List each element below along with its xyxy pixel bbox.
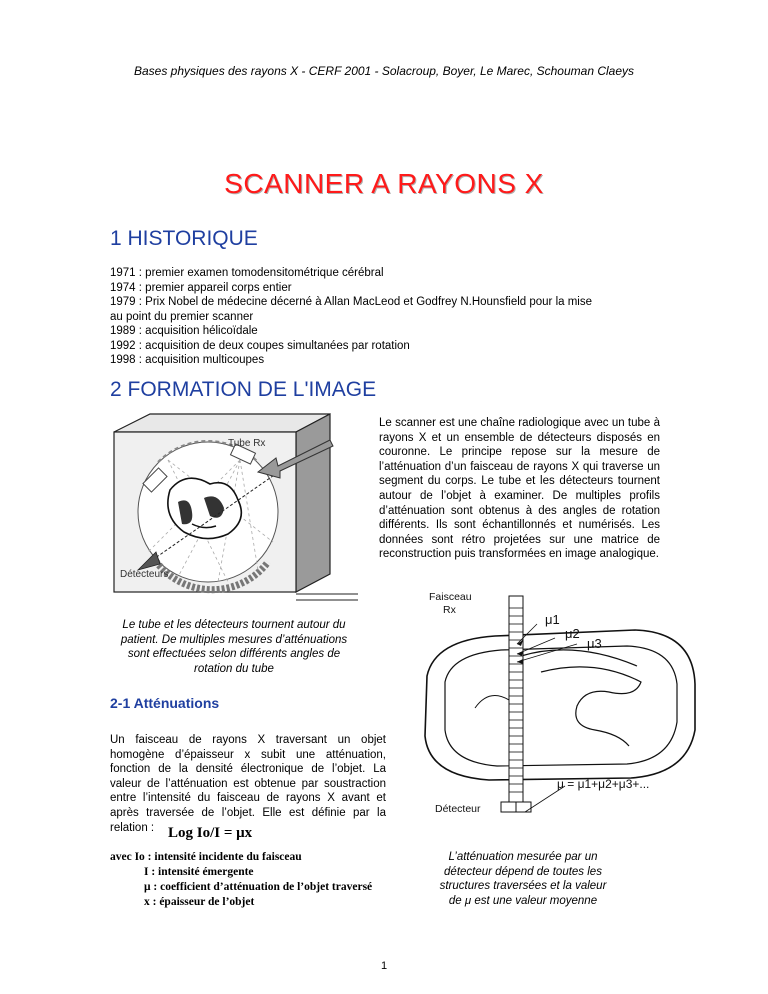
beam-label-line1: Faisceau bbox=[429, 591, 472, 603]
page-number: 1 bbox=[380, 960, 388, 972]
tube-rx-label: Tube Rx bbox=[228, 438, 266, 449]
figure-2-caption-line: L’atténuation mesurée par un bbox=[448, 851, 598, 863]
legend-row: I : intensité émergente bbox=[144, 866, 254, 878]
running-header: Bases physiques des rayons X - CERF 2001 - Solacroup, Boyer, Le Marec, Schouman Claeys bbox=[133, 64, 635, 78]
history-item: 1979 : Prix Nobel de médecine décerné à Allan MacLeod et Godfrey N.Hounsfield pour la mise bbox=[110, 296, 592, 308]
formation-paragraph: Le scanner est une chaîne radiologique avec un tube à rayons X et un ensemble de détecteurs disposés en couronne. Le principe repose sur la mesure de l’atténuation d’un faisceau de rayons X qui traverse un segment du corps. Le tube et les détecteurs tournent autour de l’objet à examiner. De multiples profils d’atténuation sont obtenus à des angles de rotation différents. Ils sont échantillonnés et numérisés. Les données sont rétro projetées sur une matrice de reconstruction puis transformées en image analogique. bbox=[379, 417, 660, 561]
mu3-label: μ3 bbox=[587, 636, 602, 651]
history-item: 1992 : acquisition de deux coupes simultanées par rotation bbox=[110, 339, 410, 352]
document-title: SCANNER A RAYONS X bbox=[224, 168, 544, 199]
history-item: 1971 : premier examen tomodensitométrique cérébral bbox=[110, 267, 384, 279]
figure-1-caption: Le tube et les détecteurs tournent autour du patient. De multiples mesures d’atténuations sont effectuées selon différents angles de rotation du tube bbox=[120, 619, 348, 675]
figure-2-caption-line: structures traversées et la valeur bbox=[439, 880, 607, 892]
mu-sum-label: μ = μ1+μ2+μ3+... bbox=[557, 777, 650, 791]
history-item: 1974 : premier appareil corps entier bbox=[110, 281, 292, 294]
mu1-label: μ1 bbox=[545, 612, 560, 627]
detector-label: Détecteur bbox=[435, 803, 481, 815]
attenuation-paragraph: Un faisceau de rayons X traversant un objet homogène d’épaisseur x subit une atténuation, fonction de la densité électronique de l’objet. La valeur de l’atténuation est obtenue par soustraction entre l’intensité du faisceau de rayons X avant et après traversée de l’objet. Elle est définie par la relation : bbox=[110, 734, 386, 834]
figure-2-caption-line: de μ est une valeur moyenne bbox=[448, 894, 598, 907]
history-item: 1998 : acquisition multicoupes bbox=[110, 354, 265, 366]
subsection-heading: 2-1 Atténuations bbox=[110, 695, 220, 711]
formula-legend bbox=[110, 850, 372, 910]
history-list bbox=[110, 266, 670, 368]
legend-row: avec Io : intensité incidente du faisceau bbox=[110, 851, 302, 863]
detectors-label: Détecteurs bbox=[120, 569, 169, 580]
history-item: 1989 : acquisition hélicoïdale bbox=[110, 325, 258, 337]
legend-row: x : épaisseur de l’objet bbox=[144, 896, 255, 908]
history-item: au point du premier scanner bbox=[110, 310, 254, 323]
beam-label-line2: Rx bbox=[443, 604, 456, 616]
legend-row: μ : coefficient d’atténuation de l’objet traversé bbox=[144, 881, 373, 893]
attenuation-figure bbox=[405, 588, 705, 820]
figure-2-caption bbox=[412, 850, 634, 908]
attenuation-formula: Log Io/I = μx bbox=[168, 825, 253, 841]
section-2-heading: 2 FORMATION DE L'IMAGE bbox=[110, 378, 377, 401]
mu2-label: μ2 bbox=[565, 626, 580, 641]
figure-2-caption-line: détecteur dépend de toutes les bbox=[444, 865, 602, 878]
ct-gantry-figure bbox=[108, 412, 358, 612]
section-1-heading: 1 HISTORIQUE bbox=[110, 227, 258, 250]
